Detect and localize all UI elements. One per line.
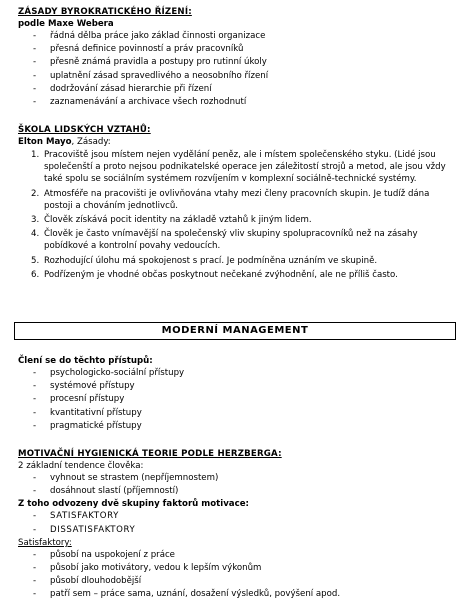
list-item: - uplatnění zásad spravedlivého a neosobního řízení [18, 70, 457, 83]
label-satisfactors: Satisfaktory: [18, 537, 72, 548]
list-item: - patří sem – práce sama, uznání, dosažení výsledků, povýšení apod. [18, 588, 457, 601]
subheading-mayo [18, 136, 457, 148]
list-tendencies [18, 472, 457, 498]
section-bureaucratic [18, 6, 457, 109]
list-item: - přesně známá pravidla a postupy pro rutinní úkoly [18, 56, 457, 69]
subheading-factors: Z toho odvozeny dvě skupiny faktorů motivace: [18, 499, 249, 510]
text-tendencies: 2 základní tendence člověka: [18, 461, 144, 471]
list-factors [18, 510, 457, 536]
heading-bureaucratic: ZÁSADY BYROKRATICKÉHO ŘÍZENÍ: [18, 7, 192, 17]
item-number: 5. [31, 255, 40, 266]
subheading-approaches: Člení se do těchto přístupů: [18, 356, 153, 366]
list-item: - kvantitativní přístupy [18, 407, 457, 420]
subheading-weber: podle Maxe Webera [18, 19, 114, 29]
section-human-relations [18, 124, 457, 283]
list-item [18, 228, 457, 252]
list-item: - systémové přístupy [18, 380, 457, 393]
list-item: - zaznamenávání a archivace všech rozhodnutí [18, 96, 457, 109]
list-item [18, 255, 457, 267]
item-text: Pracoviště jsou místem nejen vydělání peněz, ale i místem společenského styku. (Lidé jsou společenští a proto nejsou podnikatelské operace jen záležitostí strojů a metod, ale jsou vždy také spolu se sociálním systémem rozvíjením v komplexní sociálně-technické systémy. [44, 150, 446, 185]
item-number: 3. [31, 215, 40, 226]
list-item: - procesní přístupy [18, 393, 457, 406]
item-text: Člověk je často vnímavější na společenský vliv skupiny spolupracovníků než na zásahy pobídkové a kontrolní povahy vedoucích. [44, 229, 418, 252]
list-item: - vyhnout se strastem (nepříjemnostem) [18, 472, 457, 485]
list-item [18, 269, 457, 281]
item-text: Atmosféře na pracovišti je ovlivňována vtahy mezi členy pracovních skupin. Je tudíž dána postoji a chováním jednotlivců. [44, 188, 430, 211]
list-item [18, 214, 457, 226]
list-human-relations [18, 149, 457, 281]
item-number: 1. [31, 150, 40, 160]
item-number: 6. [31, 269, 40, 280]
list-item: - působí dlouhodobější [18, 575, 457, 588]
list-item: - přesná definice povinností a práv pracovníků [18, 43, 457, 56]
subheading-rest: , Zásady: [71, 137, 111, 147]
item-text: Člověk získává pocit identity na základě vztahů k jiným lidem. [44, 215, 312, 226]
item-text: Podřízeným je vhodné občas poskytnout nečekané zvýhodnění, ale ne příliš často. [44, 269, 398, 280]
list-item: - působí jako motivátory, vedou k lepším výkonům [18, 562, 457, 575]
list-satisfactors [18, 549, 457, 602]
list-item: - psychologicko-sociální přístupy [18, 367, 457, 380]
section-approaches [18, 355, 457, 433]
banner-modern-management: MODERNÍ MANAGEMENT [14, 322, 456, 340]
list-item: - působí na uspokojení z práce [18, 549, 457, 562]
list-item: - dodržování zásad hierarchie při řízení [18, 83, 457, 96]
list-item: - pragmatické přístupy [18, 420, 457, 433]
list-bureaucratic [18, 30, 457, 109]
list-item [18, 149, 457, 186]
list-approaches [18, 367, 457, 433]
item-number: 4. [31, 229, 40, 240]
list-item: - DISSATISFAKTORY [18, 524, 457, 537]
author-name: Elton Mayo [18, 137, 72, 147]
list-item: - řádná dělba práce jako základ činnosti organizace [18, 30, 457, 43]
heading-human-relations: ŠKOLA LIDSKÝCH VZTAHŮ: [18, 125, 151, 135]
heading-herzberg: MOTIVAČNÍ HYGIENICKÁ TEORIE PODLE HERZBERGA: [18, 449, 282, 459]
list-item: - dosáhnout slastí (příjemností) [18, 485, 457, 498]
list-item [18, 188, 457, 212]
item-text: Rozhodující úlohu má spokojenost s prací. Je podmíněna uznáním ve skupině. [44, 255, 378, 266]
item-number: 2. [31, 188, 40, 199]
section-herzberg [18, 448, 457, 602]
list-item: - SATISFAKTORY [18, 510, 457, 523]
